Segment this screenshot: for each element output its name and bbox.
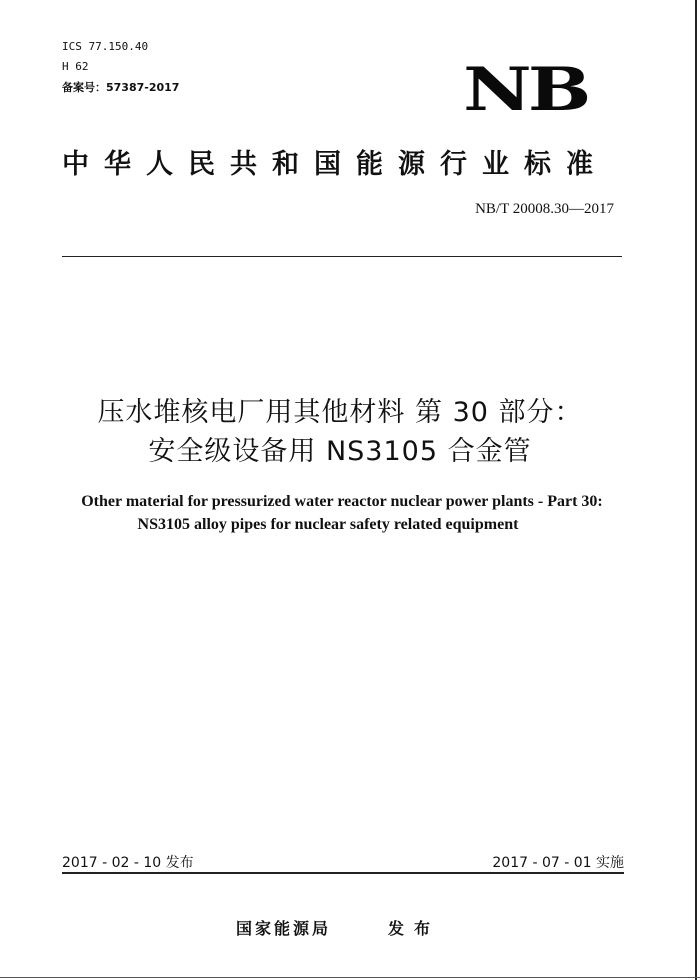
title-cn-line2: 安全级设备用 NS3105 合金管 [148,436,532,467]
footer-divider [62,872,624,874]
title-en-line2: NS3105 alloy pipes for nuclear safety related equipment [137,516,519,533]
ics-code: ICS 77.150.40 [62,40,149,53]
standard-number: NB/T 20008.30—2017 [475,201,614,217]
issue-date: 2017 - 02 - 10 发布 [62,855,194,871]
title-cn-line1: 压水堆核电厂用其他材料 第 30 部分： [97,397,583,428]
header-divider [62,256,622,257]
nb-logo: NB [463,55,588,125]
page-edge-right [695,0,697,980]
implementation-date: 2017 - 07 - 01 实施 [492,855,624,871]
publish-label: 发布 [388,919,441,938]
page-edge-bottom [0,977,700,978]
record-number: 备案号：57387-2017 [62,81,180,94]
publisher-name: 国家能源局 [236,919,332,938]
ccs-code: H 62 [62,60,89,73]
standard-name: 中华人民共和国能源行业标准 [62,149,608,180]
title-en-line1: Other material for pressurized water reactor nuclear power plants - Part 30: [81,493,603,510]
